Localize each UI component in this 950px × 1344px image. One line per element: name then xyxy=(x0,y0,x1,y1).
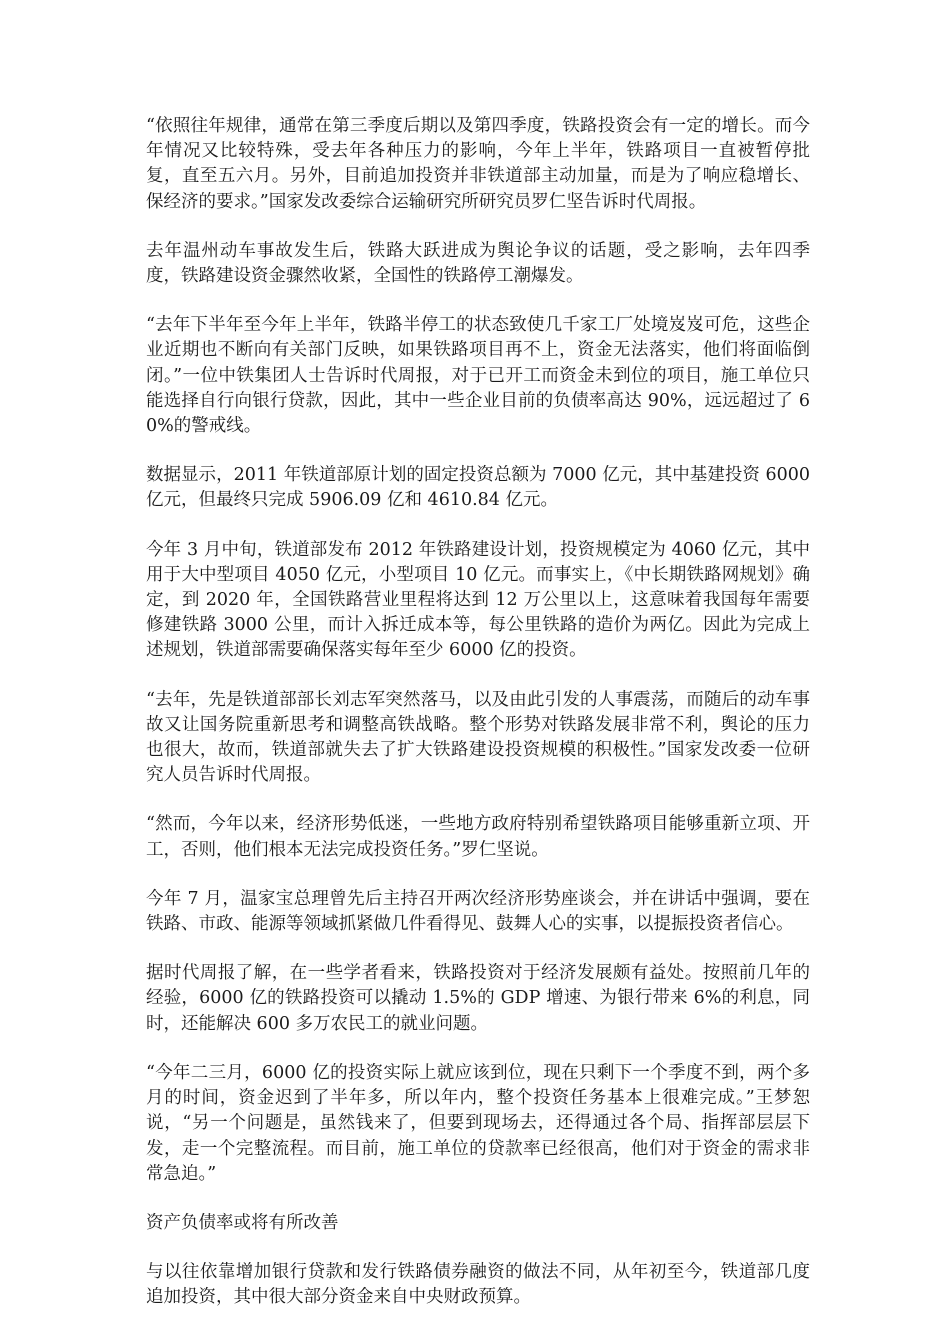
document-page xyxy=(146,114,810,1335)
paragraph-6: “去年，先是铁道部部长刘志军突然落马，以及由此引发的人事震荡，而随后的动车事故又让国务院重新思考和调整高铁战略。整个形势对铁路发展非常不利，舆论的压力也很大，故而，铁道部就失去了扩大铁路建设投资规模的积极性。”国家发改委一位研究人员告诉时代周报。 xyxy=(146,689,810,786)
paragraph-10: “今年二三月，6000 亿的投资实际上就应该到位，现在只剩下一个季度不到，两个多月的时间，资金迟到了半年多，所以年内，整个投资任务基本上很难完成。”王梦恕说，“另一个问题是，虽然钱来了，但要到现场去，还得通过各个局、指挥部层层下发，走一个完整流程。而目前，施工单位的贷款率已经很高，他们对于资金的需求非常急迫。” xyxy=(146,1062,810,1184)
paragraph-8: 今年 7 月，温家宝总理曾先后主持召开两次经济形势座谈会，并在讲话中强调，要在铁路、市政、能源等领域抓紧做几件看得见、鼓舞人心的实事，以提振投资者信心。 xyxy=(146,888,810,935)
paragraph-3: “去年下半年至今年上半年，铁路半停工的状态致使几千家工厂处境岌岌可危，这些企业近期也不断向有关部门反映，如果铁路项目再不上，资金无法落实，他们将面临倒闭。”一位中铁集团人士告诉时代周报，对于已开工而资金未到位的项目，施工单位只能选择自行向银行贷款，因此，其中一些企业目前的负债率高达 90%，远远超过了 60%的警戒线。 xyxy=(146,315,810,437)
paragraph-4: 数据显示，2011 年铁道部原计划的固定投资总额为 7000 亿元，其中基建投资 6000 亿元，但最终只完成 5906.09 亿和 4610.84 亿元。 xyxy=(146,465,810,511)
paragraph-11: 与以往依靠增加银行贷款和发行铁路债券融资的做法不同，从年初至今，铁道部几度追加投资，其中很大部分资金来自中央财政预算。 xyxy=(146,1262,810,1308)
paragraph-9: 据时代周报了解，在一些学者看来，铁路投资对于经济发展颇有益处。按照前几年的经验，6000 亿的铁路投资可以撬动 1.5%的 GDP 增速、为银行带来 6%的利息，同时，还能解决 600 多万农民工的就业问题。 xyxy=(146,963,810,1034)
paragraph-5: 今年 3 月中旬，铁道部发布 2012 年铁路建设计划，投资规模定为 4060 亿元，其中用于大中型项目 4050 亿元，小型项目 10 亿元。而事实上，《中长期铁路网规划》确定，到 2020 年，全国铁路营业里程将达到 12 万公里以上，这意味着我国每年需要修建铁路 3000 公里，而计入拆迁成本等，每公里铁路的造价为两亿。因此为完成上述规划，铁道部需要确保落实每年至少 6000 亿的投资。 xyxy=(146,539,810,661)
section-heading: 资产负债率或将有所改善 xyxy=(146,1212,339,1233)
paragraph-7: “然而，今年以来，经济形势低迷，一些地方政府特别希望铁路项目能够重新立项、开工，否则，他们根本无法完成投资任务。”罗仁坚说。 xyxy=(146,814,810,860)
paragraph-2: 去年温州动车事故发生后，铁路大跃进成为舆论争议的话题，受之影响，去年四季度，铁路建设资金骤然收紧，全国性的铁路停工潮爆发。 xyxy=(146,240,810,287)
paragraph-1: “依照往年规律，通常在第三季度后期以及第四季度，铁路投资会有一定的增长。而今年情况又比较特殊，受去年各种压力的影响，今年上半年，铁路项目一直被暂停批复，直至五六月。另外，目前追加投资并非铁道部主动加量，而是为了响应稳增长、保经济的要求。”国家发改委综合运输研究所研究员罗仁坚告诉时代周报。 xyxy=(146,116,810,212)
